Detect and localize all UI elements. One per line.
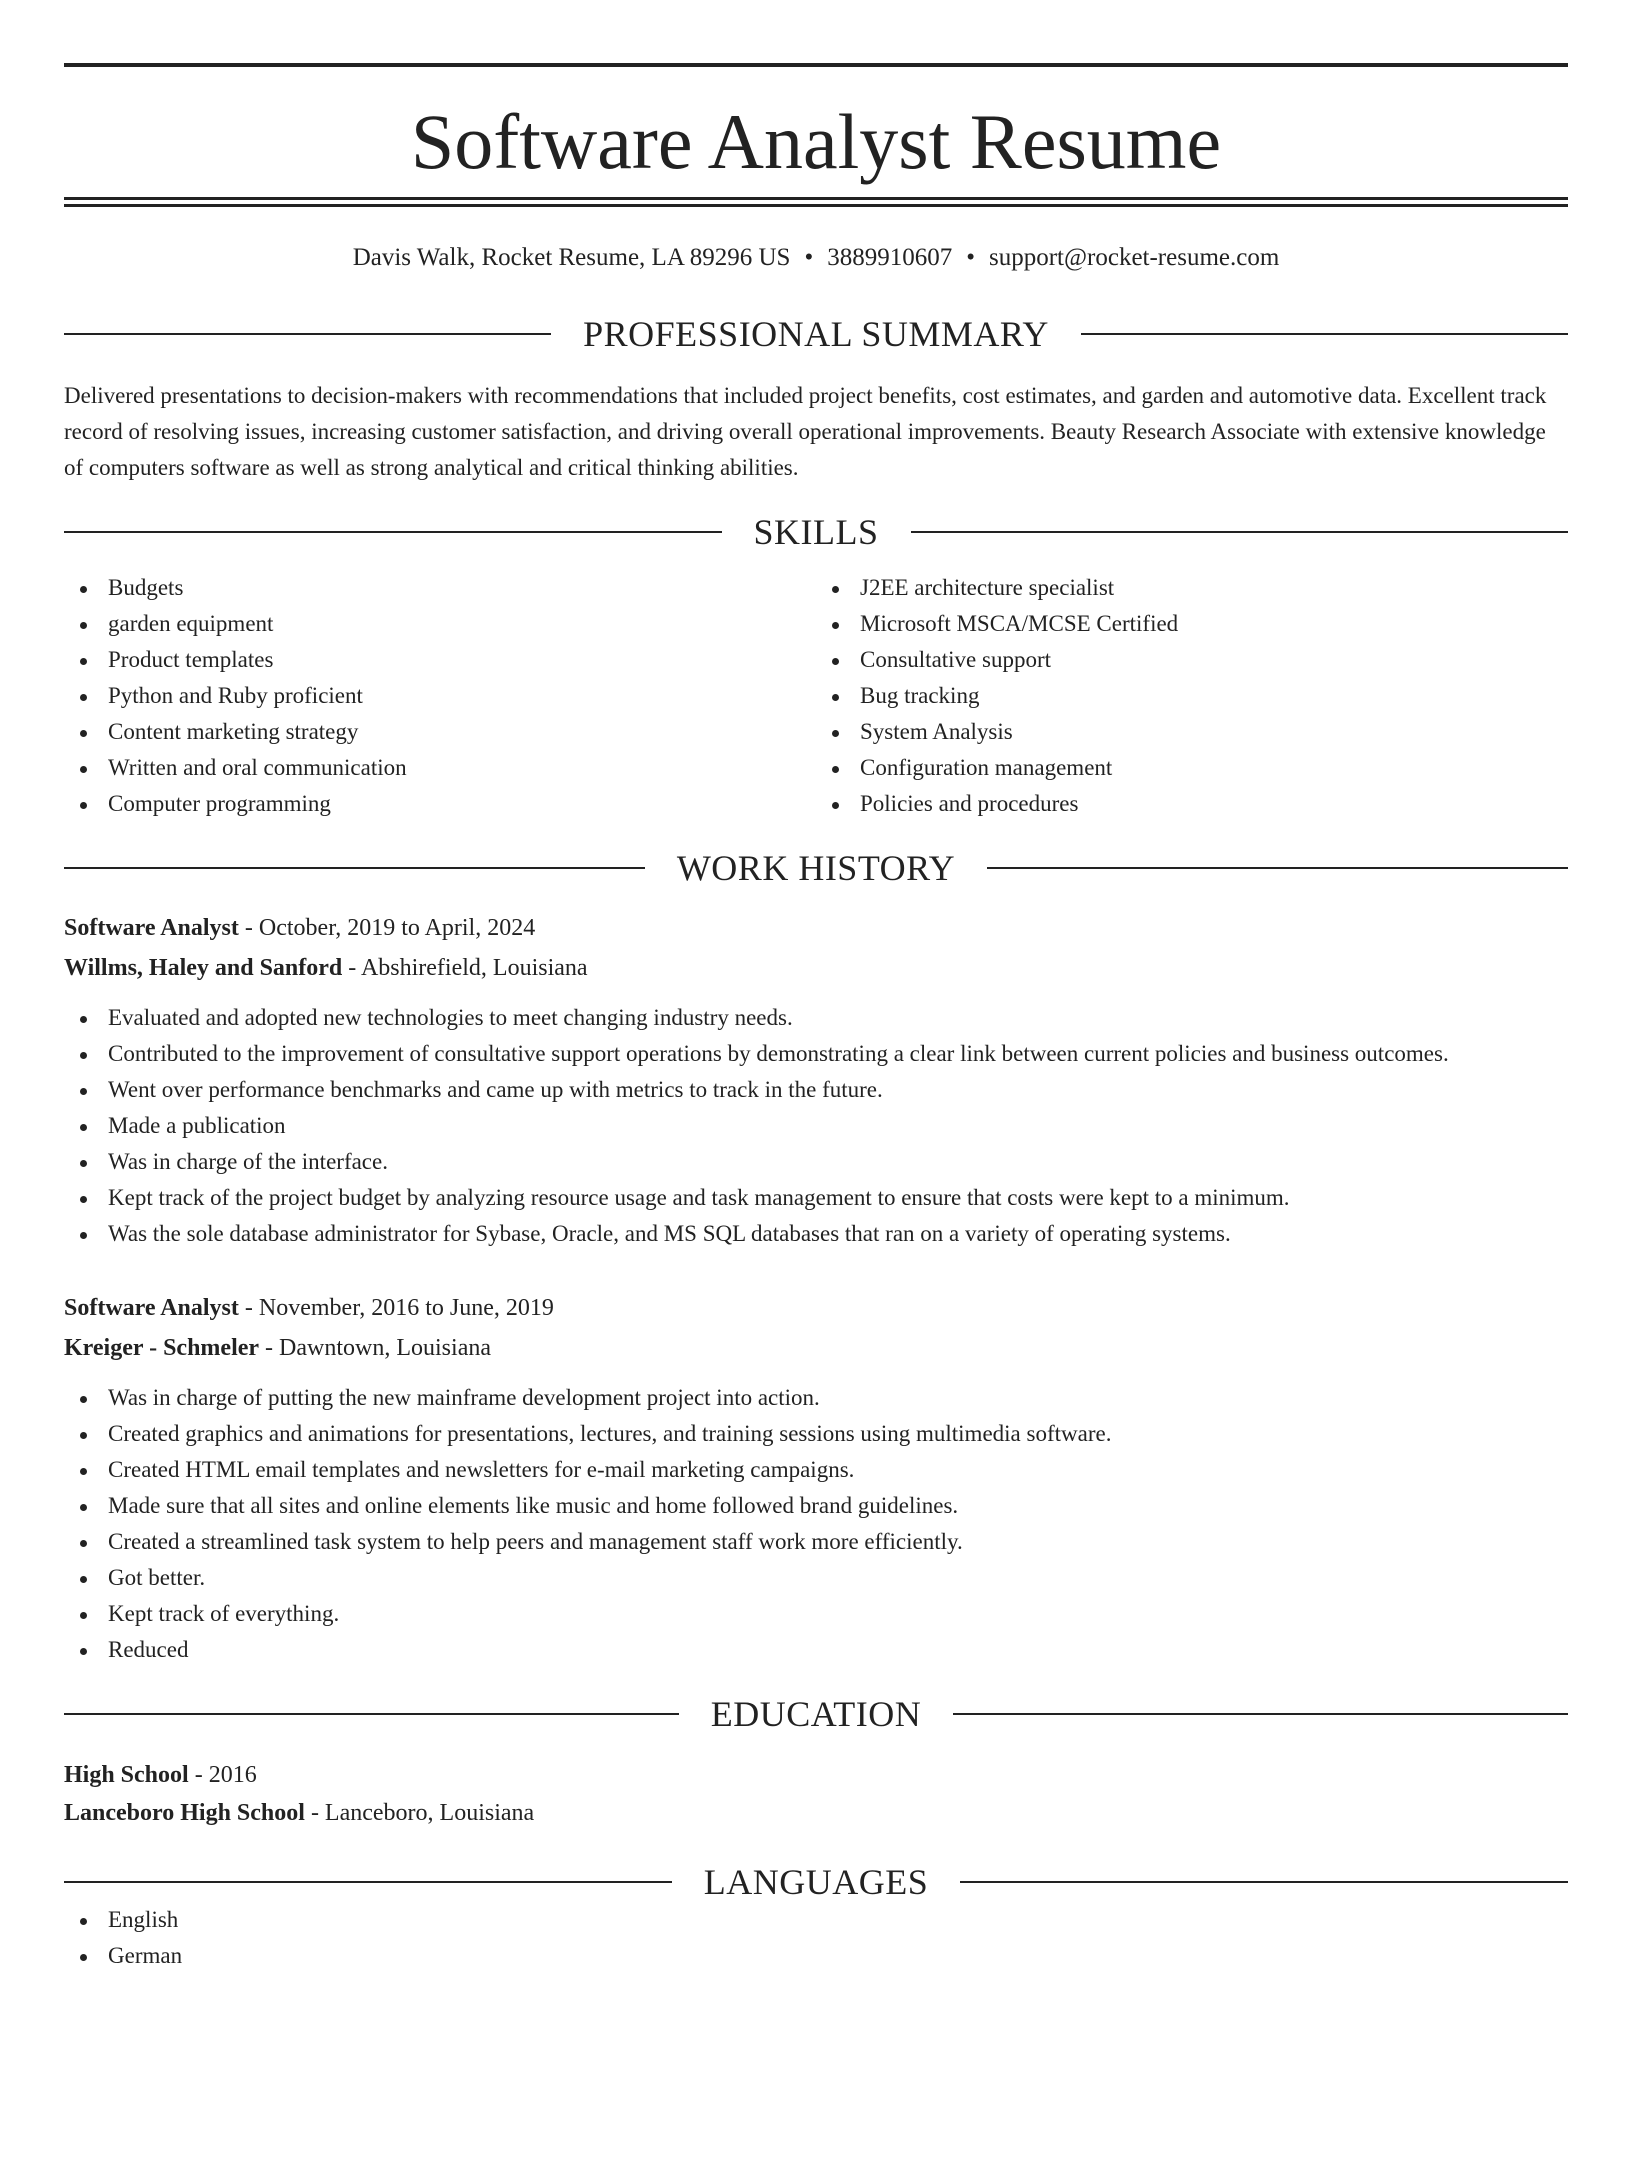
contact-email[interactable]: support@rocket-resume.com [989, 244, 1280, 271]
job-bullet-item: Evaluated and adopted new technologies to meet changing industry needs. [64, 1000, 1568, 1036]
job-bullet-list [64, 1000, 1568, 1252]
job-company: Kreiger - Schmeler [64, 1335, 260, 1361]
summary-section-heading [64, 314, 1568, 354]
skill-item: J2EE architecture specialist [816, 570, 1568, 606]
contact-separator: • [804, 244, 814, 271]
contact-phone: 3889910607 [827, 244, 953, 271]
skills-heading-label: SKILLS [753, 512, 879, 552]
language-item: English [64, 1902, 1568, 1938]
skill-item: System Analysis [816, 714, 1568, 750]
resume-page [0, 63, 1632, 2175]
job-title: Software Analyst [64, 1295, 239, 1321]
education-school: Lanceboro High School [64, 1800, 305, 1826]
education-degree: High School [64, 1762, 189, 1788]
contact-line [64, 245, 1568, 270]
job-bullet-item: Reduced [64, 1632, 1568, 1668]
job-bullet-item: Was in charge of the interface. [64, 1144, 1568, 1180]
job-bullet-item: Was in charge of putting the new mainframe development project into action. [64, 1380, 1568, 1416]
education-location: - Lanceboro, Louisiana [304, 1800, 535, 1826]
skills-section-heading [64, 512, 1568, 552]
education-entry [64, 1756, 1568, 1832]
skill-item: Python and Ruby proficient [64, 678, 816, 714]
job-entry [64, 1288, 1568, 1668]
languages-section-heading [64, 1862, 1568, 1902]
education-school-line [64, 1794, 1568, 1832]
skill-item: Content marketing strategy [64, 714, 816, 750]
title-double-rule [64, 197, 1568, 207]
job-company: Willms, Haley and Sanford [64, 955, 343, 981]
languages-list [64, 1902, 1568, 1974]
job-bullet-item: Created HTML email templates and newsletters for e-mail marketing campaigns. [64, 1452, 1568, 1488]
language-item: German [64, 1938, 1568, 1974]
skills-list-right [816, 570, 1568, 822]
skill-item: Written and oral communication [64, 750, 816, 786]
heading-rule-right [1081, 333, 1568, 335]
skills-list-left [64, 570, 816, 822]
job-entry [64, 908, 1568, 1252]
heading-rule-right [911, 531, 1569, 533]
contact-address: Davis Walk, Rocket Resume, LA 89296 US [352, 244, 791, 271]
top-rule [64, 63, 1568, 67]
skill-item: Consultative support [816, 642, 1568, 678]
job-location: - Dawntown, Louisiana [259, 1335, 491, 1361]
job-bullet-item: Made sure that all sites and online elements like music and home followed brand guidelines. [64, 1488, 1568, 1524]
job-title-line [64, 1288, 1568, 1328]
heading-rule-right [960, 1881, 1568, 1883]
heading-rule-left [64, 531, 722, 533]
heading-rule-left [64, 333, 551, 335]
job-company-line [64, 948, 1568, 988]
resume-title: Software Analyst Resume [410, 98, 1222, 185]
heading-rule-left [64, 1881, 672, 1883]
skill-item: Bug tracking [816, 678, 1568, 714]
skill-item: Configuration management [816, 750, 1568, 786]
job-bullet-item: Contributed to the improvement of consultative support operations by demonstrating a clear link between current policies and business outcomes. [64, 1036, 1568, 1072]
job-bullet-item: Was the sole database administrator for Sybase, Oracle, and MS SQL databases that ran on a variety of operating systems. [64, 1216, 1568, 1252]
skills-column-left [64, 570, 816, 822]
job-bullet-list [64, 1380, 1568, 1668]
job-bullet-item: Got better. [64, 1560, 1568, 1596]
skills-grid [64, 570, 1568, 822]
skill-item: Computer programming [64, 786, 816, 822]
skill-item: Policies and procedures [816, 786, 1568, 822]
heading-rule-right [953, 1713, 1568, 1715]
skill-item: Microsoft MSCA/MCSE Certified [816, 606, 1568, 642]
heading-rule-left [64, 867, 645, 869]
summary-heading-label: PROFESSIONAL SUMMARY [583, 314, 1049, 354]
job-bullet-item: Made a publication [64, 1108, 1568, 1144]
education-degree-line [64, 1756, 1568, 1794]
job-dates: - November, 2016 to June, 2019 [238, 1295, 554, 1321]
job-bullet-item: Kept track of the project budget by analyzing resource usage and task management to ensure that costs were kept to a minimum. [64, 1180, 1568, 1216]
job-title-line [64, 908, 1568, 948]
job-bullet-item: Kept track of everything. [64, 1596, 1568, 1632]
job-location: - Abshirefield, Louisiana [342, 955, 588, 981]
work-section-heading [64, 848, 1568, 888]
education-section-heading [64, 1694, 1568, 1734]
skill-item: garden equipment [64, 606, 816, 642]
summary-text: Delivered presentations to decision-makers with recommendations that included project benefits, cost estimates, and garden and automotive data. Excellent track record of resolving issues, increasing customer satisfaction, and driving overall operational improvements. Beauty Research Associate with extensive knowledge of computers software as well as strong analytical and critical thinking abilities. [64, 383, 1547, 480]
education-year: - 2016 [188, 1762, 257, 1788]
job-dates: - October, 2019 to April, 2024 [238, 915, 536, 941]
skill-item: Budgets [64, 570, 816, 606]
heading-rule-right [987, 867, 1568, 869]
job-company-line [64, 1328, 1568, 1368]
job-bullet-item: Created a streamlined task system to help peers and management staff work more efficiently. [64, 1524, 1568, 1560]
skills-column-right [816, 570, 1568, 822]
heading-rule-left [64, 1713, 679, 1715]
job-bullet-item: Went over performance benchmarks and came up with metrics to track in the future. [64, 1072, 1568, 1108]
work-heading-label: WORK HISTORY [676, 848, 956, 888]
job-title: Software Analyst [64, 915, 239, 941]
contact-separator: • [966, 244, 975, 271]
languages-heading-label: LANGUAGES [703, 1862, 929, 1902]
education-heading-label: EDUCATION [710, 1694, 922, 1734]
skill-item: Product templates [64, 642, 816, 678]
job-bullet-item: Created graphics and animations for presentations, lectures, and training sessions using multimedia software. [64, 1416, 1568, 1452]
